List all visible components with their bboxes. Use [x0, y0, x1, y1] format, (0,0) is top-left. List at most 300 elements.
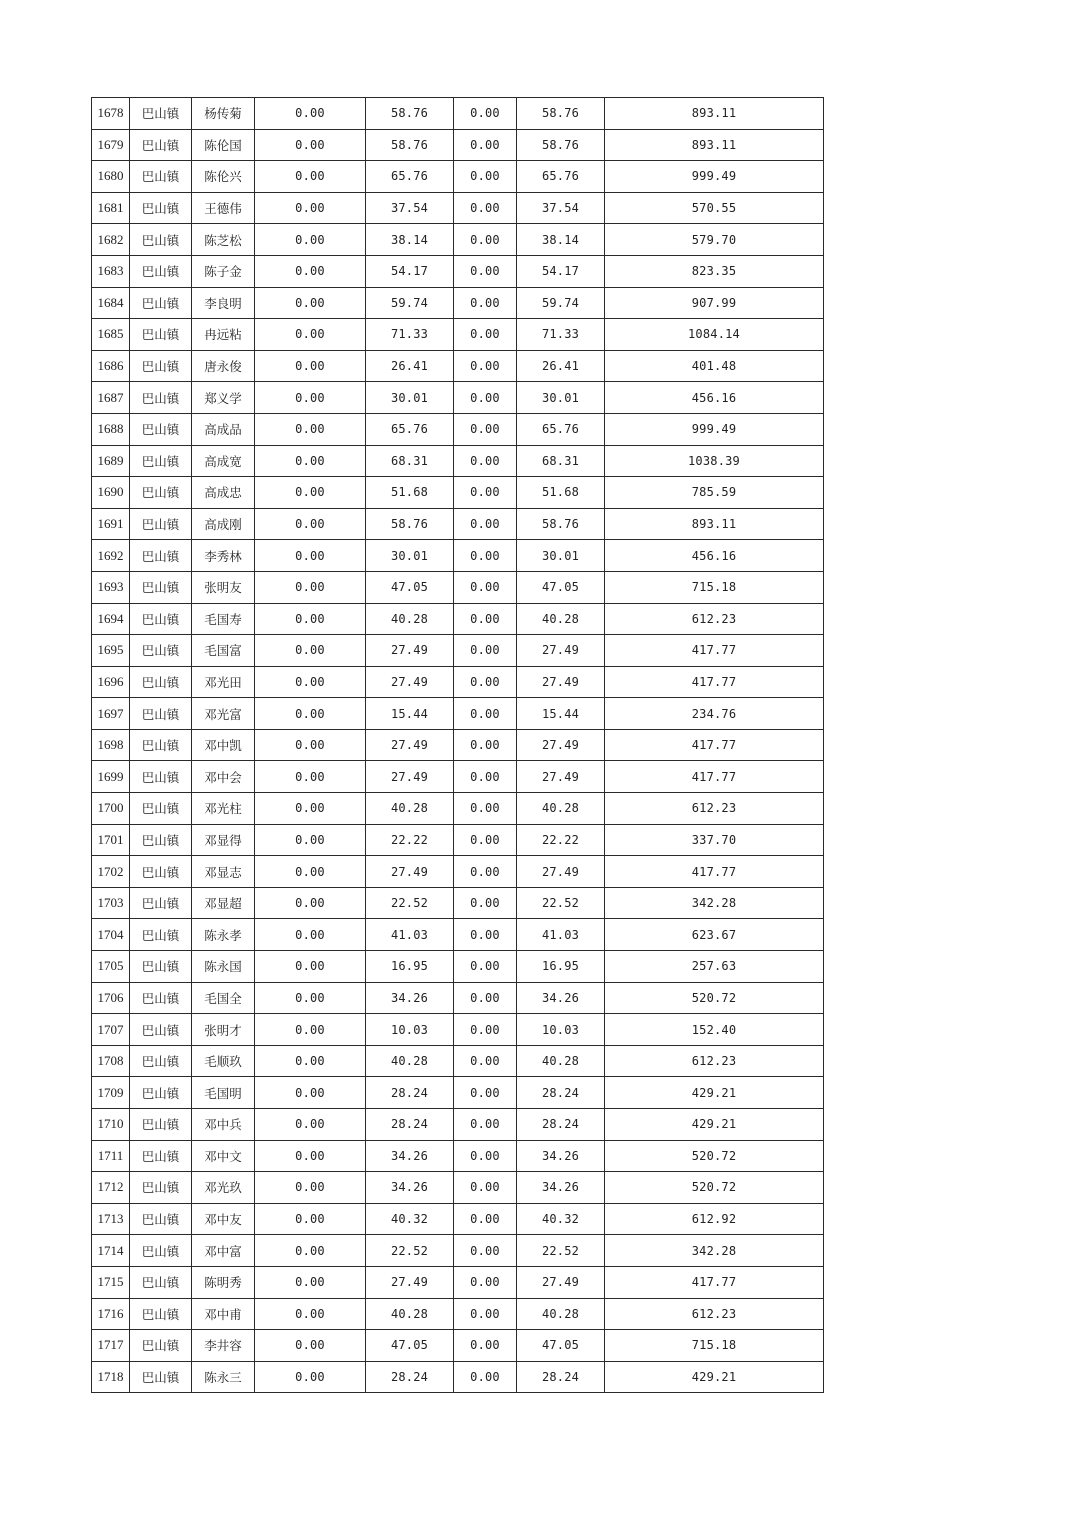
amount-cell: 401.48 — [605, 350, 824, 382]
value-cell-d: 28.24 — [517, 1077, 605, 1109]
table-row — [92, 856, 824, 888]
value-cell-b: 30.01 — [366, 382, 454, 414]
table-row — [92, 1014, 824, 1046]
row-number-cell: 1706 — [92, 982, 130, 1014]
value-cell-b: 22.52 — [366, 1235, 454, 1267]
table-row — [92, 887, 824, 919]
value-cell-d: 71.33 — [517, 319, 605, 351]
value-cell-b: 28.24 — [366, 1077, 454, 1109]
town-cell: 巴山镇 — [130, 1361, 192, 1393]
value-cell-c: 0.00 — [454, 1109, 517, 1141]
value-cell-b: 58.76 — [366, 129, 454, 161]
table-row — [92, 508, 824, 540]
value-cell-d: 22.52 — [517, 1235, 605, 1267]
row-number-cell: 1684 — [92, 287, 130, 319]
value-cell-b: 51.68 — [366, 477, 454, 509]
value-cell-c: 0.00 — [454, 1172, 517, 1204]
value-cell-b: 65.76 — [366, 413, 454, 445]
value-cell-a: 0.00 — [255, 1077, 366, 1109]
value-cell-d: 27.49 — [517, 761, 605, 793]
table-row — [92, 350, 824, 382]
town-cell: 巴山镇 — [130, 508, 192, 540]
value-cell-d: 27.49 — [517, 635, 605, 667]
name-cell: 陈明秀 — [192, 1266, 255, 1298]
value-cell-c: 0.00 — [454, 666, 517, 698]
value-cell-a: 0.00 — [255, 1140, 366, 1172]
town-cell: 巴山镇 — [130, 761, 192, 793]
value-cell-b: 40.32 — [366, 1203, 454, 1235]
amount-cell: 612.23 — [605, 1045, 824, 1077]
row-number-cell: 1694 — [92, 603, 130, 635]
name-cell: 邓中友 — [192, 1203, 255, 1235]
value-cell-c: 0.00 — [454, 477, 517, 509]
value-cell-a: 0.00 — [255, 287, 366, 319]
value-cell-b: 40.28 — [366, 1298, 454, 1330]
name-cell: 邓中富 — [192, 1235, 255, 1267]
value-cell-a: 0.00 — [255, 1045, 366, 1077]
amount-cell: 520.72 — [605, 982, 824, 1014]
amount-cell: 152.40 — [605, 1014, 824, 1046]
town-cell: 巴山镇 — [130, 982, 192, 1014]
value-cell-d: 51.68 — [517, 477, 605, 509]
value-cell-a: 0.00 — [255, 1172, 366, 1204]
value-cell-b: 65.76 — [366, 161, 454, 193]
table-row — [92, 1045, 824, 1077]
town-cell: 巴山镇 — [130, 192, 192, 224]
row-number-cell: 1683 — [92, 255, 130, 287]
amount-cell: 785.59 — [605, 477, 824, 509]
value-cell-b: 28.24 — [366, 1361, 454, 1393]
value-cell-a: 0.00 — [255, 1014, 366, 1046]
value-cell-c: 0.00 — [454, 761, 517, 793]
value-cell-d: 54.17 — [517, 255, 605, 287]
value-cell-c: 0.00 — [454, 1235, 517, 1267]
amount-cell: 823.35 — [605, 255, 824, 287]
table-row — [92, 1298, 824, 1330]
value-cell-b: 68.31 — [366, 445, 454, 477]
name-cell: 高成忠 — [192, 477, 255, 509]
table-row — [92, 98, 824, 130]
name-cell: 高成宽 — [192, 445, 255, 477]
table-row — [92, 635, 824, 667]
value-cell-c: 0.00 — [454, 1361, 517, 1393]
value-cell-a: 0.00 — [255, 1109, 366, 1141]
value-cell-d: 40.28 — [517, 793, 605, 825]
value-cell-c: 0.00 — [454, 982, 517, 1014]
amount-cell: 417.77 — [605, 761, 824, 793]
amount-cell: 257.63 — [605, 951, 824, 983]
town-cell: 巴山镇 — [130, 319, 192, 351]
row-number-cell: 1701 — [92, 824, 130, 856]
town-cell: 巴山镇 — [130, 856, 192, 888]
name-cell: 郑义学 — [192, 382, 255, 414]
town-cell: 巴山镇 — [130, 666, 192, 698]
value-cell-d: 27.49 — [517, 856, 605, 888]
value-cell-b: 54.17 — [366, 255, 454, 287]
value-cell-a: 0.00 — [255, 413, 366, 445]
value-cell-d: 65.76 — [517, 161, 605, 193]
value-cell-c: 0.00 — [454, 224, 517, 256]
value-cell-a: 0.00 — [255, 571, 366, 603]
value-cell-a: 0.00 — [255, 856, 366, 888]
value-cell-c: 0.00 — [454, 413, 517, 445]
value-cell-a: 0.00 — [255, 951, 366, 983]
value-cell-c: 0.00 — [454, 1266, 517, 1298]
value-cell-c: 0.00 — [454, 1077, 517, 1109]
name-cell: 陈伦兴 — [192, 161, 255, 193]
table-row — [92, 287, 824, 319]
name-cell: 邓光柱 — [192, 793, 255, 825]
table-row — [92, 698, 824, 730]
town-cell: 巴山镇 — [130, 382, 192, 414]
name-cell: 邓中文 — [192, 1140, 255, 1172]
value-cell-c: 0.00 — [454, 887, 517, 919]
row-number-cell: 1709 — [92, 1077, 130, 1109]
value-cell-b: 38.14 — [366, 224, 454, 256]
value-cell-a: 0.00 — [255, 224, 366, 256]
town-cell: 巴山镇 — [130, 287, 192, 319]
value-cell-c: 0.00 — [454, 1298, 517, 1330]
amount-cell: 893.11 — [605, 98, 824, 130]
row-number-cell: 1716 — [92, 1298, 130, 1330]
value-cell-a: 0.00 — [255, 1266, 366, 1298]
value-cell-b: 58.76 — [366, 98, 454, 130]
amount-cell: 612.23 — [605, 793, 824, 825]
amount-cell: 999.49 — [605, 161, 824, 193]
table-row — [92, 1235, 824, 1267]
table-row — [92, 1172, 824, 1204]
row-number-cell: 1689 — [92, 445, 130, 477]
table-row — [92, 413, 824, 445]
value-cell-d: 27.49 — [517, 729, 605, 761]
value-cell-c: 0.00 — [454, 319, 517, 351]
name-cell: 邓中会 — [192, 761, 255, 793]
value-cell-b: 27.49 — [366, 729, 454, 761]
value-cell-c: 0.00 — [454, 382, 517, 414]
value-cell-c: 0.00 — [454, 1203, 517, 1235]
town-cell: 巴山镇 — [130, 887, 192, 919]
amount-cell: 623.67 — [605, 919, 824, 951]
town-cell: 巴山镇 — [130, 1045, 192, 1077]
value-cell-a: 0.00 — [255, 919, 366, 951]
value-cell-d: 41.03 — [517, 919, 605, 951]
row-number-cell: 1707 — [92, 1014, 130, 1046]
value-cell-c: 0.00 — [454, 1014, 517, 1046]
row-number-cell: 1693 — [92, 571, 130, 603]
table-row — [92, 666, 824, 698]
town-cell: 巴山镇 — [130, 350, 192, 382]
value-cell-b: 22.22 — [366, 824, 454, 856]
name-cell: 杨传菊 — [192, 98, 255, 130]
value-cell-d: 58.76 — [517, 129, 605, 161]
value-cell-d: 28.24 — [517, 1109, 605, 1141]
value-cell-c: 0.00 — [454, 192, 517, 224]
value-cell-d: 40.28 — [517, 603, 605, 635]
value-cell-b: 27.49 — [366, 1266, 454, 1298]
value-cell-b: 22.52 — [366, 887, 454, 919]
town-cell: 巴山镇 — [130, 98, 192, 130]
row-number-cell: 1696 — [92, 666, 130, 698]
value-cell-c: 0.00 — [454, 540, 517, 572]
value-cell-a: 0.00 — [255, 98, 366, 130]
name-cell: 陈永孝 — [192, 919, 255, 951]
value-cell-d: 22.52 — [517, 887, 605, 919]
amount-cell: 417.77 — [605, 1266, 824, 1298]
value-cell-d: 30.01 — [517, 540, 605, 572]
table-row — [92, 129, 824, 161]
value-cell-b: 15.44 — [366, 698, 454, 730]
table-row — [92, 255, 824, 287]
value-cell-d: 47.05 — [517, 1330, 605, 1362]
town-cell: 巴山镇 — [130, 540, 192, 572]
name-cell: 毛国全 — [192, 982, 255, 1014]
value-cell-d: 40.28 — [517, 1298, 605, 1330]
value-cell-c: 0.00 — [454, 1330, 517, 1362]
town-cell: 巴山镇 — [130, 129, 192, 161]
name-cell: 邓显超 — [192, 887, 255, 919]
table-row — [92, 319, 824, 351]
town-cell: 巴山镇 — [130, 445, 192, 477]
table-row — [92, 1077, 824, 1109]
value-cell-d: 47.05 — [517, 571, 605, 603]
amount-cell: 520.72 — [605, 1140, 824, 1172]
value-cell-c: 0.00 — [454, 793, 517, 825]
value-cell-b: 40.28 — [366, 603, 454, 635]
table-row — [92, 793, 824, 825]
amount-cell: 893.11 — [605, 508, 824, 540]
value-cell-c: 0.00 — [454, 1140, 517, 1172]
town-cell: 巴山镇 — [130, 1077, 192, 1109]
amount-cell: 417.77 — [605, 856, 824, 888]
row-number-cell: 1687 — [92, 382, 130, 414]
table-row — [92, 1203, 824, 1235]
amount-cell: 429.21 — [605, 1361, 824, 1393]
row-number-cell: 1713 — [92, 1203, 130, 1235]
value-cell-d: 40.28 — [517, 1045, 605, 1077]
value-cell-b: 27.49 — [366, 635, 454, 667]
value-cell-b: 34.26 — [366, 1172, 454, 1204]
name-cell: 陈永三 — [192, 1361, 255, 1393]
value-cell-d: 34.26 — [517, 1140, 605, 1172]
table-row — [92, 571, 824, 603]
value-cell-a: 0.00 — [255, 350, 366, 382]
value-cell-a: 0.00 — [255, 382, 366, 414]
amount-cell: 417.77 — [605, 729, 824, 761]
town-cell: 巴山镇 — [130, 224, 192, 256]
amount-cell: 429.21 — [605, 1077, 824, 1109]
amount-cell: 579.70 — [605, 224, 824, 256]
table-row — [92, 919, 824, 951]
name-cell: 高成品 — [192, 413, 255, 445]
value-cell-a: 0.00 — [255, 1235, 366, 1267]
table-row — [92, 161, 824, 193]
row-number-cell: 1718 — [92, 1361, 130, 1393]
table-row — [92, 729, 824, 761]
table-row — [92, 1330, 824, 1362]
data-table — [91, 97, 824, 1393]
value-cell-a: 0.00 — [255, 255, 366, 287]
name-cell: 毛国富 — [192, 635, 255, 667]
row-number-cell: 1686 — [92, 350, 130, 382]
row-number-cell: 1688 — [92, 413, 130, 445]
value-cell-c: 0.00 — [454, 603, 517, 635]
value-cell-b: 34.26 — [366, 1140, 454, 1172]
name-cell: 邓光田 — [192, 666, 255, 698]
table-row — [92, 824, 824, 856]
value-cell-c: 0.00 — [454, 951, 517, 983]
value-cell-d: 59.74 — [517, 287, 605, 319]
table-row — [92, 1361, 824, 1393]
value-cell-d: 27.49 — [517, 1266, 605, 1298]
value-cell-c: 0.00 — [454, 350, 517, 382]
value-cell-a: 0.00 — [255, 887, 366, 919]
town-cell: 巴山镇 — [130, 1014, 192, 1046]
town-cell: 巴山镇 — [130, 603, 192, 635]
row-number-cell: 1704 — [92, 919, 130, 951]
value-cell-b: 47.05 — [366, 571, 454, 603]
table-row — [92, 445, 824, 477]
value-cell-a: 0.00 — [255, 1298, 366, 1330]
value-cell-b: 71.33 — [366, 319, 454, 351]
value-cell-a: 0.00 — [255, 129, 366, 161]
row-number-cell: 1712 — [92, 1172, 130, 1204]
row-number-cell: 1715 — [92, 1266, 130, 1298]
value-cell-b: 37.54 — [366, 192, 454, 224]
value-cell-a: 0.00 — [255, 1361, 366, 1393]
value-cell-b: 30.01 — [366, 540, 454, 572]
value-cell-a: 0.00 — [255, 477, 366, 509]
row-number-cell: 1685 — [92, 319, 130, 351]
row-number-cell: 1692 — [92, 540, 130, 572]
value-cell-b: 58.76 — [366, 508, 454, 540]
value-cell-c: 0.00 — [454, 98, 517, 130]
value-cell-b: 27.49 — [366, 761, 454, 793]
value-cell-d: 27.49 — [517, 666, 605, 698]
row-number-cell: 1700 — [92, 793, 130, 825]
amount-cell: 429.21 — [605, 1109, 824, 1141]
value-cell-a: 0.00 — [255, 729, 366, 761]
value-cell-b: 41.03 — [366, 919, 454, 951]
value-cell-a: 0.00 — [255, 982, 366, 1014]
value-cell-c: 0.00 — [454, 287, 517, 319]
value-cell-a: 0.00 — [255, 1330, 366, 1362]
value-cell-d: 68.31 — [517, 445, 605, 477]
town-cell: 巴山镇 — [130, 793, 192, 825]
value-cell-c: 0.00 — [454, 1045, 517, 1077]
name-cell: 高成刚 — [192, 508, 255, 540]
value-cell-a: 0.00 — [255, 319, 366, 351]
value-cell-d: 22.22 — [517, 824, 605, 856]
name-cell: 毛国明 — [192, 1077, 255, 1109]
amount-cell: 570.55 — [605, 192, 824, 224]
value-cell-d: 58.76 — [517, 508, 605, 540]
row-number-cell: 1697 — [92, 698, 130, 730]
value-cell-d: 34.26 — [517, 1172, 605, 1204]
row-number-cell: 1680 — [92, 161, 130, 193]
row-number-cell: 1679 — [92, 129, 130, 161]
row-number-cell: 1691 — [92, 508, 130, 540]
town-cell: 巴山镇 — [130, 1298, 192, 1330]
amount-cell: 715.18 — [605, 1330, 824, 1362]
value-cell-d: 30.01 — [517, 382, 605, 414]
amount-cell: 715.18 — [605, 571, 824, 603]
town-cell: 巴山镇 — [130, 824, 192, 856]
row-number-cell: 1681 — [92, 192, 130, 224]
name-cell: 毛国寿 — [192, 603, 255, 635]
table-row — [92, 603, 824, 635]
amount-cell: 342.28 — [605, 887, 824, 919]
value-cell-a: 0.00 — [255, 603, 366, 635]
value-cell-d: 10.03 — [517, 1014, 605, 1046]
value-cell-c: 0.00 — [454, 571, 517, 603]
amount-cell: 417.77 — [605, 635, 824, 667]
value-cell-a: 0.00 — [255, 192, 366, 224]
value-cell-d: 34.26 — [517, 982, 605, 1014]
value-cell-d: 16.95 — [517, 951, 605, 983]
amount-cell: 520.72 — [605, 1172, 824, 1204]
name-cell: 邓中甫 — [192, 1298, 255, 1330]
value-cell-c: 0.00 — [454, 635, 517, 667]
value-cell-d: 65.76 — [517, 413, 605, 445]
name-cell: 邓中兵 — [192, 1109, 255, 1141]
table-row — [92, 982, 824, 1014]
table-row — [92, 224, 824, 256]
town-cell: 巴山镇 — [130, 1109, 192, 1141]
amount-cell: 612.23 — [605, 603, 824, 635]
value-cell-d: 40.32 — [517, 1203, 605, 1235]
name-cell: 李良明 — [192, 287, 255, 319]
town-cell: 巴山镇 — [130, 477, 192, 509]
name-cell: 毛顺玖 — [192, 1045, 255, 1077]
value-cell-b: 26.41 — [366, 350, 454, 382]
name-cell: 李井容 — [192, 1330, 255, 1362]
value-cell-b: 59.74 — [366, 287, 454, 319]
row-number-cell: 1710 — [92, 1109, 130, 1141]
value-cell-a: 0.00 — [255, 1203, 366, 1235]
name-cell: 邓显志 — [192, 856, 255, 888]
value-cell-a: 0.00 — [255, 445, 366, 477]
value-cell-a: 0.00 — [255, 824, 366, 856]
name-cell: 陈永国 — [192, 951, 255, 983]
value-cell-a: 0.00 — [255, 793, 366, 825]
amount-cell: 612.92 — [605, 1203, 824, 1235]
amount-cell: 999.49 — [605, 413, 824, 445]
table-row — [92, 540, 824, 572]
value-cell-c: 0.00 — [454, 255, 517, 287]
town-cell: 巴山镇 — [130, 1235, 192, 1267]
value-cell-b: 27.49 — [366, 666, 454, 698]
value-cell-c: 0.00 — [454, 824, 517, 856]
amount-cell: 907.99 — [605, 287, 824, 319]
table-row — [92, 1266, 824, 1298]
value-cell-c: 0.00 — [454, 919, 517, 951]
row-number-cell: 1705 — [92, 951, 130, 983]
value-cell-b: 40.28 — [366, 1045, 454, 1077]
amount-cell: 417.77 — [605, 666, 824, 698]
town-cell: 巴山镇 — [130, 1266, 192, 1298]
value-cell-d: 28.24 — [517, 1361, 605, 1393]
row-number-cell: 1698 — [92, 729, 130, 761]
value-cell-b: 47.05 — [366, 1330, 454, 1362]
name-cell: 邓显得 — [192, 824, 255, 856]
table-row — [92, 477, 824, 509]
town-cell: 巴山镇 — [130, 1330, 192, 1362]
town-cell: 巴山镇 — [130, 1203, 192, 1235]
value-cell-a: 0.00 — [255, 540, 366, 572]
value-cell-a: 0.00 — [255, 666, 366, 698]
town-cell: 巴山镇 — [130, 571, 192, 603]
row-number-cell: 1703 — [92, 887, 130, 919]
